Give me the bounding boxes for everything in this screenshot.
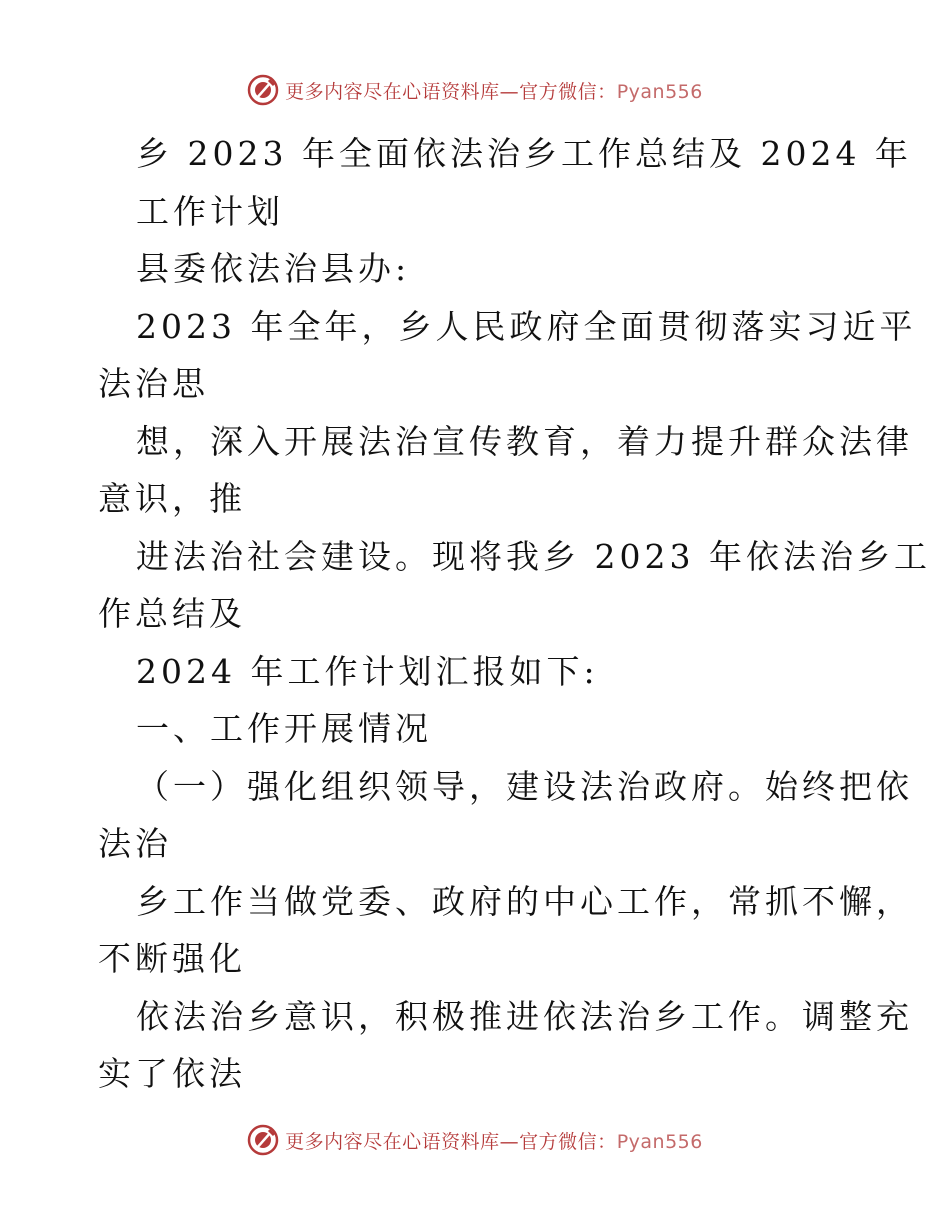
- paragraph-line: 作总结及: [98, 594, 246, 633]
- document-title-line-2: 工作计划: [136, 191, 284, 231]
- watermark-separator: —: [499, 1130, 520, 1153]
- paragraph-line: 进法治社会建设。现将我乡 2023 年依法治乡工: [136, 536, 931, 576]
- watermark-title: 更多内容尽在心语资料库: [285, 80, 500, 103]
- watermark-wechat-label: 官方微信：: [519, 1130, 617, 1153]
- brand-logo-icon: [247, 74, 279, 106]
- paragraph-line: 2023 年全年，乡人民政府全面贯彻落实习近平: [136, 306, 917, 346]
- watermark-wechat-id: Pyan556: [616, 1130, 703, 1153]
- watermark-title: 更多内容尽在心语资料库: [285, 1130, 500, 1153]
- watermark-wechat-label: 官方微信：: [519, 80, 617, 103]
- brand-logo-icon: [247, 1124, 279, 1156]
- section-heading: 一、工作开展情况: [136, 709, 432, 748]
- document-salutation: 县委依法治县办:: [136, 249, 411, 288]
- paragraph-line: 想，深入开展法治宣传教育，着力提升群众法律: [136, 421, 913, 461]
- watermark-wechat-id: Pyan556: [616, 80, 703, 103]
- document-body: [98, 125, 931, 1103]
- paragraph-line: 法治: [98, 824, 172, 863]
- watermark-footer: [0, 1120, 950, 1160]
- paragraph-line: 意识，推: [98, 479, 246, 518]
- paragraph-line: 不断强化: [98, 939, 246, 978]
- paragraph-line: 2024 年工作计划汇报如下:: [136, 651, 599, 691]
- watermark-separator: —: [499, 80, 520, 103]
- document-title-line-1: 乡 2023 年全面依法治乡工作总结及 2024 年: [136, 134, 912, 173]
- watermark-header: [0, 70, 950, 110]
- paragraph-line: 依法治乡意识，积极推进依法治乡工作。调整充: [136, 996, 913, 1036]
- watermark-text: [285, 77, 703, 104]
- paragraph-line: 乡工作当做党委、政府的中心工作，常抓不懈，: [136, 881, 913, 921]
- watermark-text: [285, 1127, 703, 1154]
- paragraph-line: （一）强化组织领导，建设法治政府。始终把依: [136, 766, 913, 806]
- paragraph-line: 法治思: [98, 364, 209, 403]
- paragraph-line: 实了依法: [98, 1054, 246, 1093]
